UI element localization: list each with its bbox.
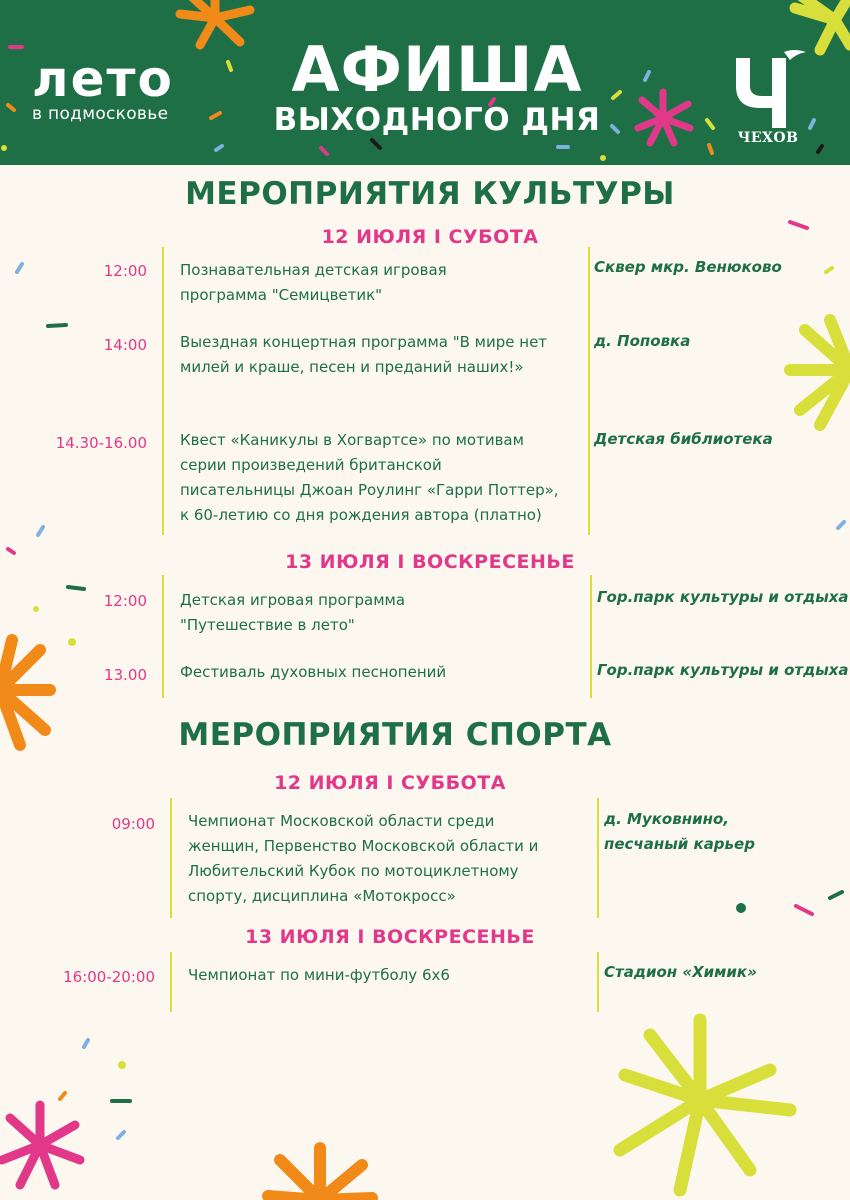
event-description-line: писательницы Джоан Роулинг «Гарри Поттер», [180, 481, 559, 499]
event-place: д. Поповка [594, 332, 691, 350]
page-title-line1: АФИША [291, 33, 583, 106]
event-description-line: женщин, Первенство Московской области и [188, 837, 539, 855]
section-title-sport: МЕРОПРИЯТИЯ СПОРТА [178, 717, 612, 753]
culture-day2-title: 13 ИЮЛЯ I ВОСКРЕСЕНЬЕ [285, 551, 575, 573]
event-place: Стадион «Химик» [604, 963, 757, 981]
chekhov-emblem-icon [728, 48, 808, 130]
logo-leto-v-podmoskovie [32, 50, 174, 124]
header-banner [0, 0, 850, 165]
event-place-line: песчаный карьер [604, 835, 755, 853]
event-description [180, 330, 547, 380]
event-description-line: Квест «Каникулы в Хогвартсе» по мотивам [180, 431, 524, 449]
page-title [262, 33, 612, 138]
event-place: Сквер мкр. Венюково [594, 258, 782, 276]
event-place [604, 807, 755, 857]
culture-day2-divider-right [590, 575, 592, 698]
event-description-line: Познавательная детская игровая [180, 261, 447, 279]
star-burst-orange-left [0, 640, 50, 745]
event-time: 12:00 [103, 592, 147, 610]
logo-leto-subtitle: в подмосковье [32, 104, 169, 124]
event-description-line: к 60-летию со дня рождения автора (платно) [180, 506, 542, 524]
event-description-line: "Путешествие в лето" [180, 616, 355, 634]
event-description [180, 588, 405, 638]
event-description-line: Фестиваль духовных песнопений [180, 663, 447, 681]
sport-day1-title: 12 ИЮЛЯ I СУББОТА [274, 772, 506, 794]
star-burst-pink-bottom [2, 1105, 80, 1185]
event-place: Детская библиотека [594, 430, 773, 448]
sport-day2-divider-left [170, 952, 172, 1012]
event-description-line: милей и краше, песен и преданий наших!» [180, 358, 524, 376]
sport-day1-divider-left [170, 798, 172, 918]
star-burst-lime-bottom [620, 1020, 790, 1190]
sport-day2-divider-right [597, 952, 599, 1012]
event-time: 13.00 [104, 666, 147, 684]
event-description-line: Любительский Кубок по мотоциклетному [188, 862, 519, 880]
event-time: 16:00-20:00 [63, 968, 155, 986]
culture-day1-divider-left [162, 247, 164, 535]
event-description-line: спорту, дисциплина «Мотокросс» [188, 887, 456, 905]
star-burst-lime-right [790, 320, 850, 425]
event-description-line: Детская игровая программа [180, 591, 406, 609]
event-place: Гор.парк культуры и отдыха [597, 588, 849, 606]
sport-day2-title: 13 ИЮЛЯ I ВОСКРЕСЕНЬЕ [245, 926, 535, 948]
event-time: 14.30-16.00 [55, 434, 147, 452]
event-description [180, 660, 446, 685]
logo-chekhov [728, 48, 808, 148]
event-description [180, 258, 447, 308]
culture-day1-divider-right [588, 247, 590, 535]
event-description [188, 963, 450, 988]
section-title-culture: МЕРОПРИЯТИЯ КУЛЬТУРЫ [185, 176, 675, 212]
event-place: Гор.парк культуры и отдыха [597, 661, 849, 679]
event-description [180, 428, 559, 528]
event-description-line: серии произведений британской [180, 456, 442, 474]
event-description-line: Выездная концертная программа "В мире нет [180, 333, 548, 351]
logo-leto-word: лето [32, 50, 174, 108]
event-description-line: Чемпионат Московской области среди [188, 812, 495, 830]
page-title-line2: ВЫХОДНОГО ДНЯ [273, 102, 601, 138]
logo-chekhov-caption: ЧЕХОВ [737, 130, 799, 146]
star-burst-orange-bottom [268, 1148, 372, 1200]
culture-day1-title: 12 ИЮЛЯ I СУБОТА [321, 226, 539, 248]
event-time: 12:00 [103, 262, 147, 280]
event-place-line: д. Муковнино, [604, 810, 729, 828]
event-description-line: Чемпионат по мини-футболу 6х6 [188, 966, 450, 984]
event-description [188, 809, 538, 909]
event-time: 09:00 [111, 815, 155, 833]
event-description-line: программа "Семицветик" [180, 286, 383, 304]
event-time: 14:00 [103, 336, 147, 354]
culture-day2-divider-left [162, 575, 164, 698]
sport-day1-divider-right [597, 798, 599, 918]
